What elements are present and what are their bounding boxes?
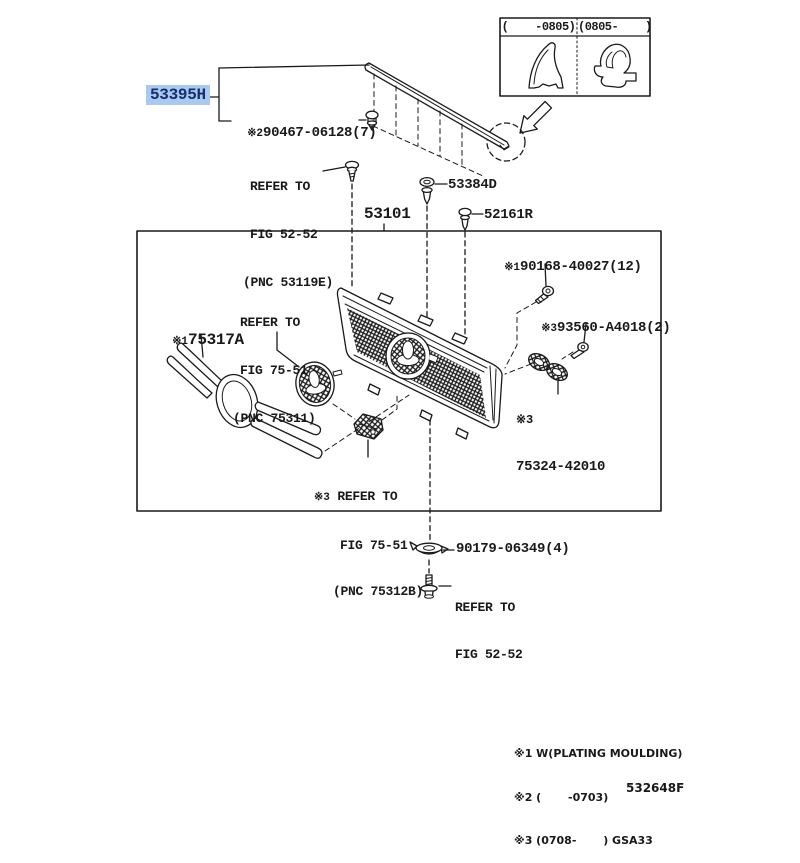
refer-note-53119e[interactable]: REFER TO FIG 52-52 (PNC 53119E) <box>243 179 334 290</box>
clip-icon-52161r <box>459 208 483 230</box>
part-label-90467[interactable]: ※290467-06128(7) <box>247 125 377 141</box>
note-mark-2: ※2 <box>247 128 264 140</box>
part-label-53384d[interactable]: 53384D <box>448 177 497 193</box>
part-label-90168[interactable]: ※190168-40027(12) <box>504 259 642 275</box>
note-mark-3c: ※3 <box>314 492 330 504</box>
refer-note-bottom[interactable]: REFER TO FIG 52-52 <box>455 600 523 662</box>
clip-icon-53384d <box>420 178 447 204</box>
note-mark-1b: ※1 <box>172 336 189 348</box>
figure-code: 532648F <box>626 781 685 795</box>
part-label-53101[interactable]: 53101 <box>364 205 411 223</box>
mount-bracket-drawing <box>354 414 383 439</box>
part-label-53395h[interactable]: 53395H <box>146 85 210 105</box>
bolt-icon-refer <box>421 575 451 598</box>
table-header-late: (0805- ) <box>578 20 652 34</box>
emblem-tab <box>333 370 342 376</box>
table-header-early: ( -0805) <box>501 20 576 34</box>
note-mark-1: ※1 <box>504 262 521 274</box>
refer-note-75312b[interactable]: ※3 REFER TO FIG 75-51 (PNC 75312B) <box>314 489 424 599</box>
footnote-3: ※3 (0708- ) GSA33 <box>514 834 653 847</box>
part-label-93560[interactable]: ※393560-A4018(2) <box>541 320 671 336</box>
footnote-1: ※1 W(PLATING MOULDING) <box>514 747 683 760</box>
footnote-2: ※2 ( -0703) <box>514 790 609 804</box>
part-label-75324[interactable]: ※3 75324-42010 <box>516 413 606 475</box>
part-label-75317a[interactable]: ※175317A <box>172 331 244 349</box>
note-mark-3: ※3 <box>541 323 558 335</box>
hood-moulding-drawing <box>365 63 509 176</box>
refer-note-75311[interactable]: REFER TO FIG 75-51 (PNC 75311) <box>233 315 316 426</box>
part-label-52161r[interactable]: 52161R <box>484 207 533 223</box>
part-label-90179[interactable]: 90179-06349(4) <box>456 541 570 557</box>
detail-arrow-icon <box>520 102 552 134</box>
note-mark-3b: ※3 <box>516 413 534 427</box>
